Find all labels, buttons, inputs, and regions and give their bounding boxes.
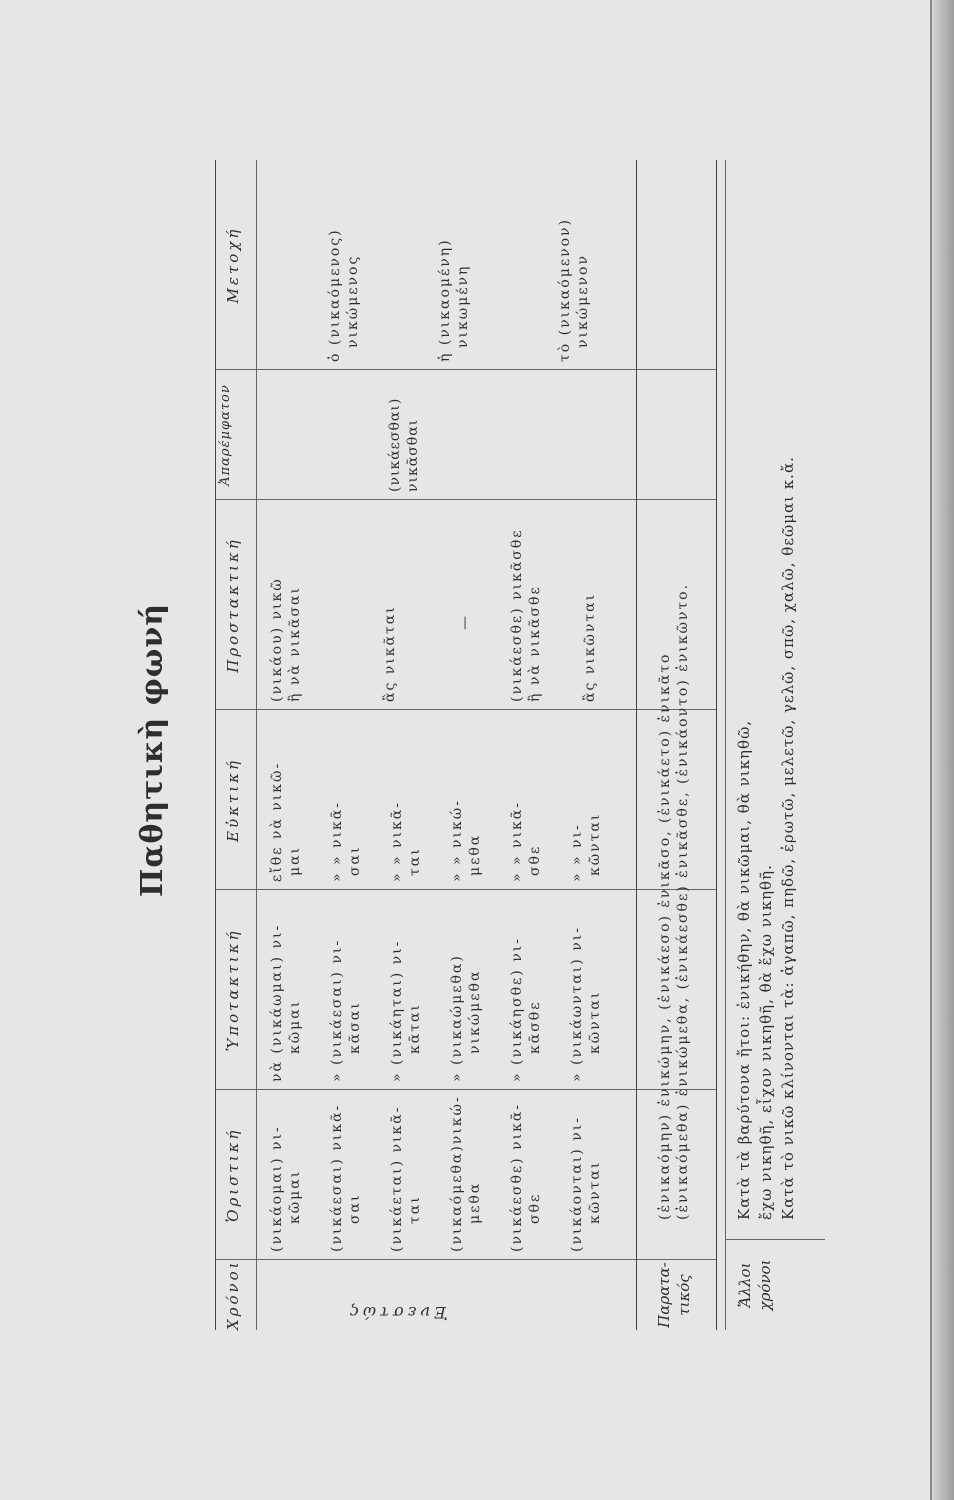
book-spine <box>932 0 954 1500</box>
header-efktiki: Εὐκτική <box>224 758 242 842</box>
imperfect-forms: (ἐνικαόμην) ἐνικώμην, (ἐνικάεσο) ἐνικᾶσο, (ἐνικάετο) ἐνικᾶτο (ἐνικαόμεθα) ἐνικώμεθα, (ἐνικάεσθε) ἐνικᾶσθε, (ἐνικάοντο) ἐνικῶντο. <box>657 582 691 1220</box>
efktiki-1: εἴθε νὰ νικῶ- μαι <box>269 761 303 882</box>
rotated-page <box>125 100 835 1400</box>
header-ypotaktiki: Ὑποτακτική <box>224 928 242 1052</box>
prostaktiki-2: ἂς νικᾶται <box>382 605 398 702</box>
efktiki-4: » » νικώ- μεθα <box>449 799 483 882</box>
conjugation-table <box>215 160 717 1330</box>
oristiki-3: (νικάεται) νικᾶ- ται <box>389 1105 423 1252</box>
ypotaktiki-5: » (νικάησθε) νι- κᾶσθε <box>509 937 543 1082</box>
ypotaktiki-3: » (νικάηται) νι- κᾶται <box>389 939 423 1082</box>
row-label-enestos: Ἐνεστώς <box>346 1303 448 1322</box>
header-metochi: Μετοχή <box>224 226 242 304</box>
efktiki-6: » » νι- κῶνται <box>569 812 603 882</box>
efktiki-2: » » νικᾶ- σαι <box>329 801 363 882</box>
ypotaktiki-6: » (νικάωνται) νι- κῶνται <box>569 926 603 1082</box>
other-divider <box>725 160 726 1330</box>
metochi-3: τὸ (νικαόμενον) νικώμενον <box>557 218 591 362</box>
efktiki-3: » » νικᾶ- ται <box>389 801 423 882</box>
oristiki-4: (νικαόμεθα)νικώ- μεθα <box>449 1095 483 1252</box>
row-label-alloi-chronoi: Ἄλλοι χρόνοι <box>736 1259 774 1311</box>
prostaktiki-3: — <box>457 614 473 630</box>
header-aparemfaton: Ἀπαρέμφατον <box>218 384 233 486</box>
oristiki-1: (νικάομαι) νι- κῶμαι <box>269 1125 303 1252</box>
header-oristiki: Ὁριστική <box>224 1127 242 1223</box>
aparemfaton: (νικάεσθαι) νικᾶσθαι <box>387 397 421 492</box>
ypotaktiki-1: νὰ (νικάωμαι) νι- κῶμαι <box>269 923 303 1082</box>
other-tenses: Κατὰ τὰ βαρύτονα ἤτοι: ἐνικήθην, θὰ νικῶμαι, θὰ νικηθῶ, ἔχω νικηθῆ, εἶχον νικηθῆ, θὰ ἔχω νικηθῆ. Κατὰ τὸ νικῶ κλίνονται τὰ: ἀγαπῶ, πηδῶ, ἐρωτῶ, μελετῶ, γελῶ, σπῶ, χαλῶ, θεῶμαι κ.ἄ. <box>735 456 797 1220</box>
prostaktiki-4: (νικάεσθε) νικᾶσθε ἢ νὰ νικᾶσθε <box>509 528 543 702</box>
metochi-1: ὁ (νικαόμενος) νικώμενος <box>327 228 361 362</box>
oristiki-6: (νικάονται) νι- κῶνται <box>569 1116 603 1252</box>
oristiki-2: (νικάεσαι) νικᾶ- σαι <box>329 1103 363 1252</box>
header-chronoi: Χρόνοι <box>224 1259 242 1330</box>
spine-edge <box>930 0 932 1500</box>
other-vline <box>725 1239 825 1240</box>
page-title: Παθητικὴ φωνή <box>135 603 170 898</box>
row-label-paratatikos: Παρατα- τικός <box>655 1262 693 1328</box>
header-prostaktiki: Προστακτική <box>224 537 242 673</box>
efktiki-5: » » νικᾶ- σθε <box>509 801 543 882</box>
ypotaktiki-4: » (νικαώμεθα) νικώμεθα <box>449 954 483 1082</box>
ypotaktiki-2: » (νικάεσαι) νι- κᾶσαι <box>329 938 363 1082</box>
prostaktiki-1: (νικάου) νικῶ ἢ νὰ νικᾶσαι <box>269 577 303 702</box>
metochi-2: ἡ (νικαομένη) νικωμένη <box>437 238 471 362</box>
oristiki-5: (νικάεσθε) νικᾶ- σθε <box>509 1102 543 1252</box>
prostaktiki-5: ἂς νικῶνται <box>582 592 598 702</box>
